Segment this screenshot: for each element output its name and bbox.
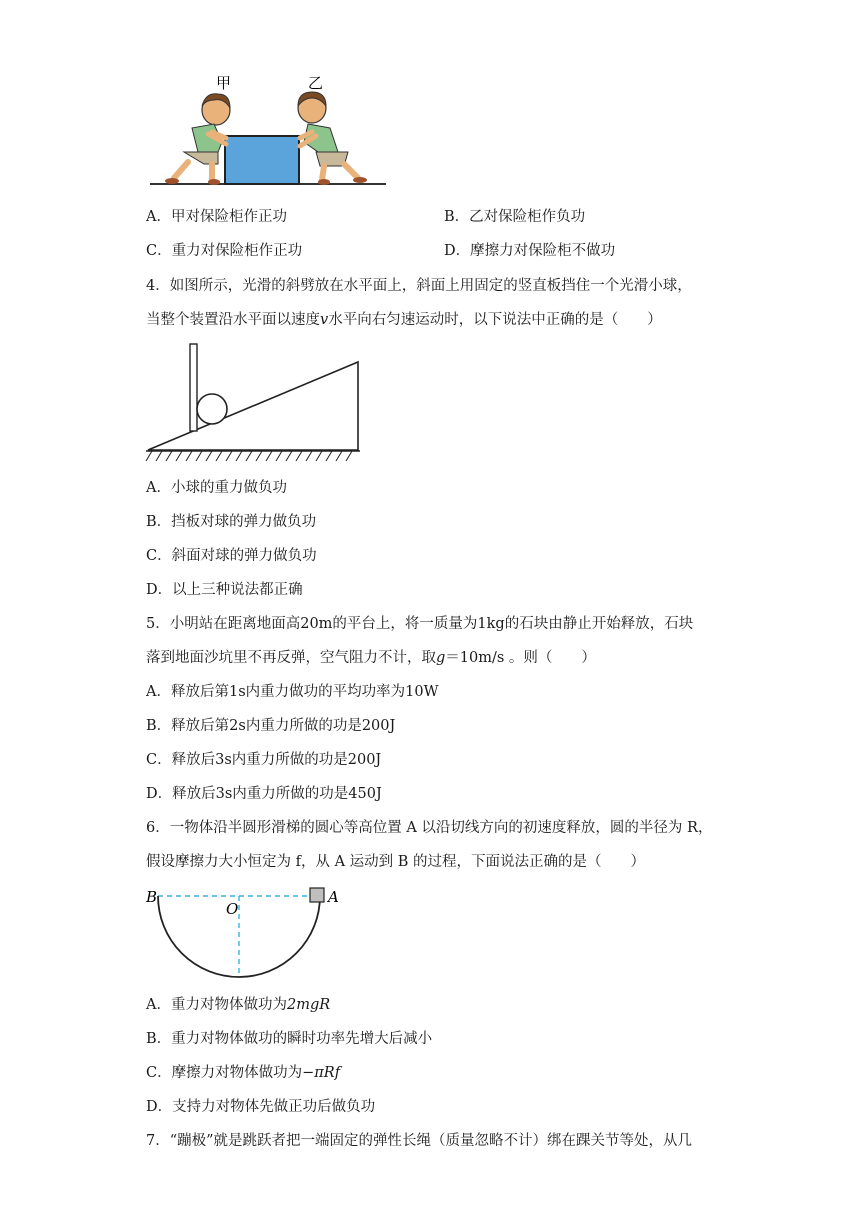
label-jia: 甲 bbox=[216, 74, 232, 92]
q4-option-b: B．挡板对球的弹力做负功 bbox=[146, 514, 317, 530]
q5-option-b: B．释放后第2s内重力所做的功是200J bbox=[146, 718, 396, 734]
pushing-safe-figure bbox=[148, 68, 388, 190]
q4-option-a: A．小球的重力做负功 bbox=[146, 480, 287, 496]
q6-option-a: A．重力对物体做功为2mgR bbox=[146, 997, 331, 1013]
vertical-board bbox=[190, 344, 197, 431]
q5-option-c: C．释放后3s内重力所做的功是200J bbox=[146, 752, 382, 768]
q5-option-d: D．释放后3s内重力所做的功是450J bbox=[146, 786, 382, 802]
q6-stem-line2: 假设摩擦力大小恒定为 f，从 A 运动到 B 的过程，下面说法正确的是（ ） bbox=[146, 854, 646, 870]
q4-option-c: C．斜面对球的弹力做负功 bbox=[146, 548, 317, 564]
point-a-label: A bbox=[328, 888, 339, 906]
boy-yi bbox=[298, 92, 367, 185]
ball bbox=[197, 394, 227, 424]
point-b-label: B bbox=[146, 888, 158, 906]
semicircle-slide-figure bbox=[142, 884, 352, 984]
q3-option-d: D．摩擦力对保险柜不做功 bbox=[444, 243, 616, 259]
point-o-label: O bbox=[226, 900, 239, 918]
q6-option-c: C．摩擦力对物体做功为−πRf bbox=[146, 1065, 341, 1081]
block bbox=[310, 888, 324, 902]
ground-hatching bbox=[146, 451, 352, 461]
q6-option-b: B．重力对物体做功的瞬时功率先增大后减小 bbox=[146, 1031, 433, 1047]
q4-stem-line2: 当整个装置沿水平面以速度v水平向右匀速运动时，以下说法中正确的是（ ） bbox=[146, 312, 662, 328]
label-yi: 乙 bbox=[308, 74, 324, 92]
incline-ball-figure bbox=[144, 340, 364, 466]
q6-option-d: D．支持力对物体先做正功后做负功 bbox=[146, 1099, 376, 1115]
q5-stem-line1: 5．小明站在距离地面高20m的平台上，将一质量为1kg的石块由静止开始释放，石块 bbox=[146, 616, 694, 632]
q6-stem-line1: 6．一物体沿半圆形滑梯的圆心等高位置 A 以沿切线方向的初速度释放，圆的半径为 R， bbox=[146, 820, 713, 836]
boy-jia bbox=[165, 94, 230, 185]
q3-option-b: B．乙对保险柜作负功 bbox=[444, 209, 586, 225]
q3-option-a: A．甲对保险柜作正功 bbox=[146, 209, 287, 225]
q3-option-c: C．重力对保险柜作正功 bbox=[146, 243, 303, 259]
q4-option-d: D．以上三种说法都正确 bbox=[146, 582, 303, 598]
q7-stem-line1: 7．“蹦极”就是跳跃者把一端固定的弹性长绳（质量忽略不计）绑在踝关节等处，从几 bbox=[146, 1133, 693, 1149]
q5-stem-line2: 落到地面沙坑里不再反弹，空气阻力不计，取g＝10m/s 。则（ ） bbox=[146, 650, 596, 666]
safe-box bbox=[225, 136, 299, 184]
wedge bbox=[148, 362, 358, 450]
q4-stem-line1: 4．如图所示，光滑的斜劈放在水平面上，斜面上用固定的竖直板挡住一个光滑小球， bbox=[146, 278, 692, 294]
q5-option-a: A．释放后第1s内重力做功的平均功率为10W bbox=[146, 684, 439, 700]
